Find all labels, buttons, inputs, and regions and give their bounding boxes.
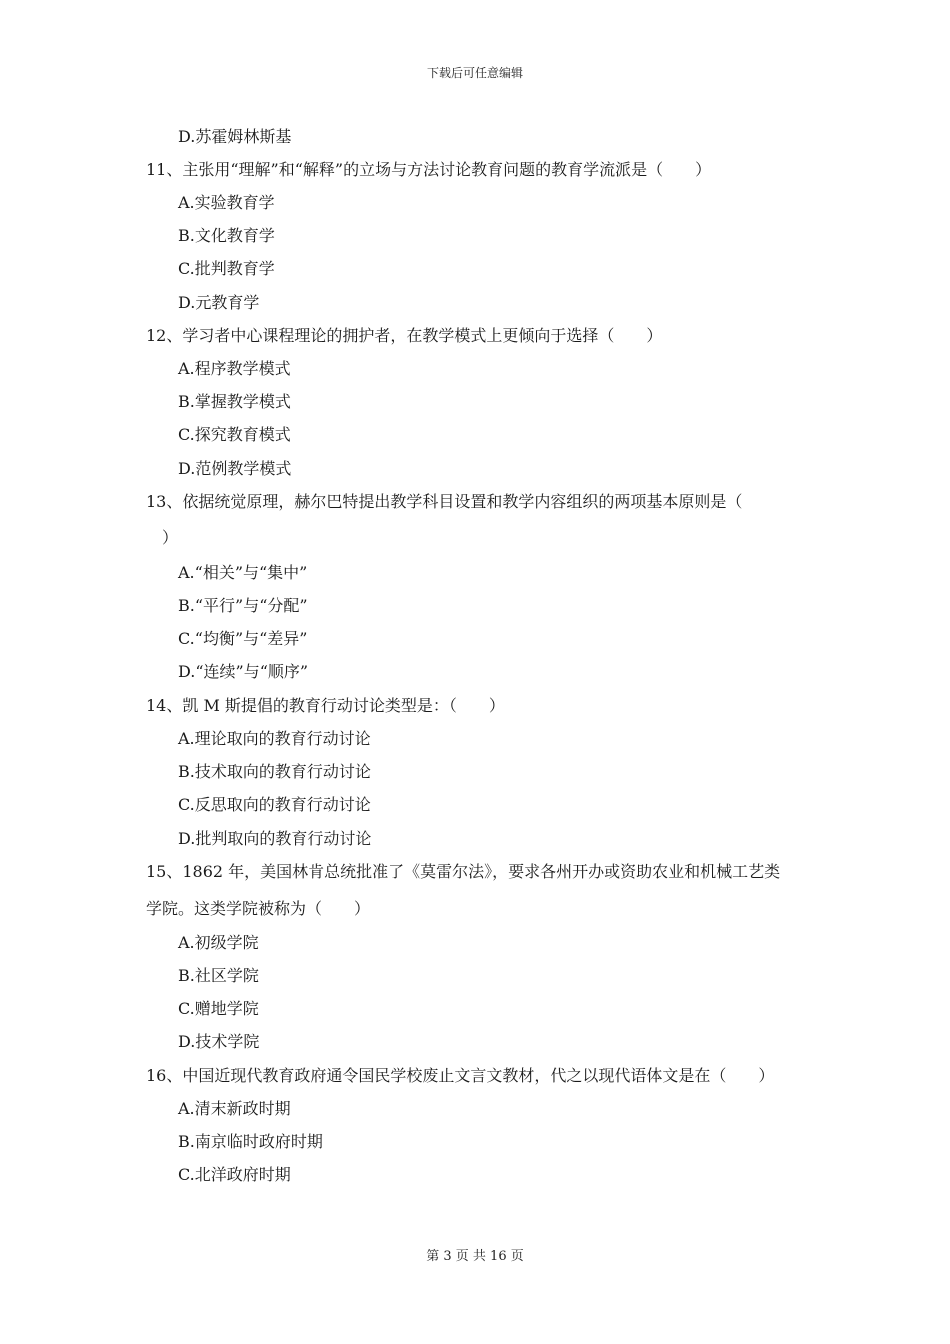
question-line: 16、中国近现代教育政府通令国民学校废止文言文教材，代之以现代语体文是在（ ） (146, 1066, 775, 1085)
option-line: B.掌握教学模式 (178, 392, 291, 411)
option-line: A.“相关”与“集中” (178, 563, 308, 582)
page-footer: 第 3 页 共 16 页 (426, 1249, 524, 1264)
option-line: D.范例教学模式 (178, 459, 292, 478)
question-line: 11、主张用“理解”和“解释”的立场与方法讨论教育问题的教育学流派是（ ） (146, 160, 712, 179)
option-line: B.技术取向的教育行动讨论 (178, 762, 371, 781)
option-line: C.“均衡”与“差异” (178, 629, 308, 648)
question-line: 12、学习者中心课程理论的拥护者，在教学模式上更倾向于选择（ ） (146, 326, 663, 345)
option-line: A.程序教学模式 (178, 359, 291, 378)
option-line: D.批判取向的教育行动讨论 (178, 829, 372, 848)
question-line: 14、凯 M 斯提倡的教育行动讨论类型是：（ ） (146, 696, 505, 715)
option-line: C.批判教育学 (178, 259, 275, 278)
option-line: C.赠地学院 (178, 999, 259, 1018)
option-line: B.文化教育学 (178, 226, 275, 245)
option-line: D.技术学院 (178, 1032, 260, 1051)
option-line: B.社区学院 (178, 966, 259, 985)
option-line: C.反思取向的教育行动讨论 (178, 795, 371, 814)
option-line: A.清末新政时期 (178, 1099, 291, 1118)
option-line: D.苏霍姆林斯基 (178, 127, 292, 146)
option-line: C.北洋政府时期 (178, 1165, 291, 1184)
option-line: A.初级学院 (178, 933, 259, 952)
question-line: 13、依据统觉原理，赫尔巴特提出教学科目设置和教学内容组织的两项基本原则是（ (146, 492, 743, 511)
option-line: A.实验教育学 (178, 193, 275, 212)
option-line: B.“平行”与“分配” (178, 596, 308, 615)
option-line: D.“连续”与“顺序” (178, 662, 309, 681)
question-continuation: 学院。这类学院被称为（ ） (146, 899, 371, 918)
page-header: 下载后可任意编辑 (426, 66, 523, 80)
question-continuation: ） (146, 528, 179, 547)
option-line: D.元教育学 (178, 293, 260, 312)
question-line: 15、1862 年，美国林肯总统批准了《莫雷尔法》，要求各州开办或资助农业和机械工艺类 (146, 862, 781, 881)
option-line: C.探究教育模式 (178, 425, 291, 444)
option-line: A.理论取向的教育行动讨论 (178, 729, 371, 748)
option-line: B.南京临时政府时期 (178, 1132, 323, 1151)
